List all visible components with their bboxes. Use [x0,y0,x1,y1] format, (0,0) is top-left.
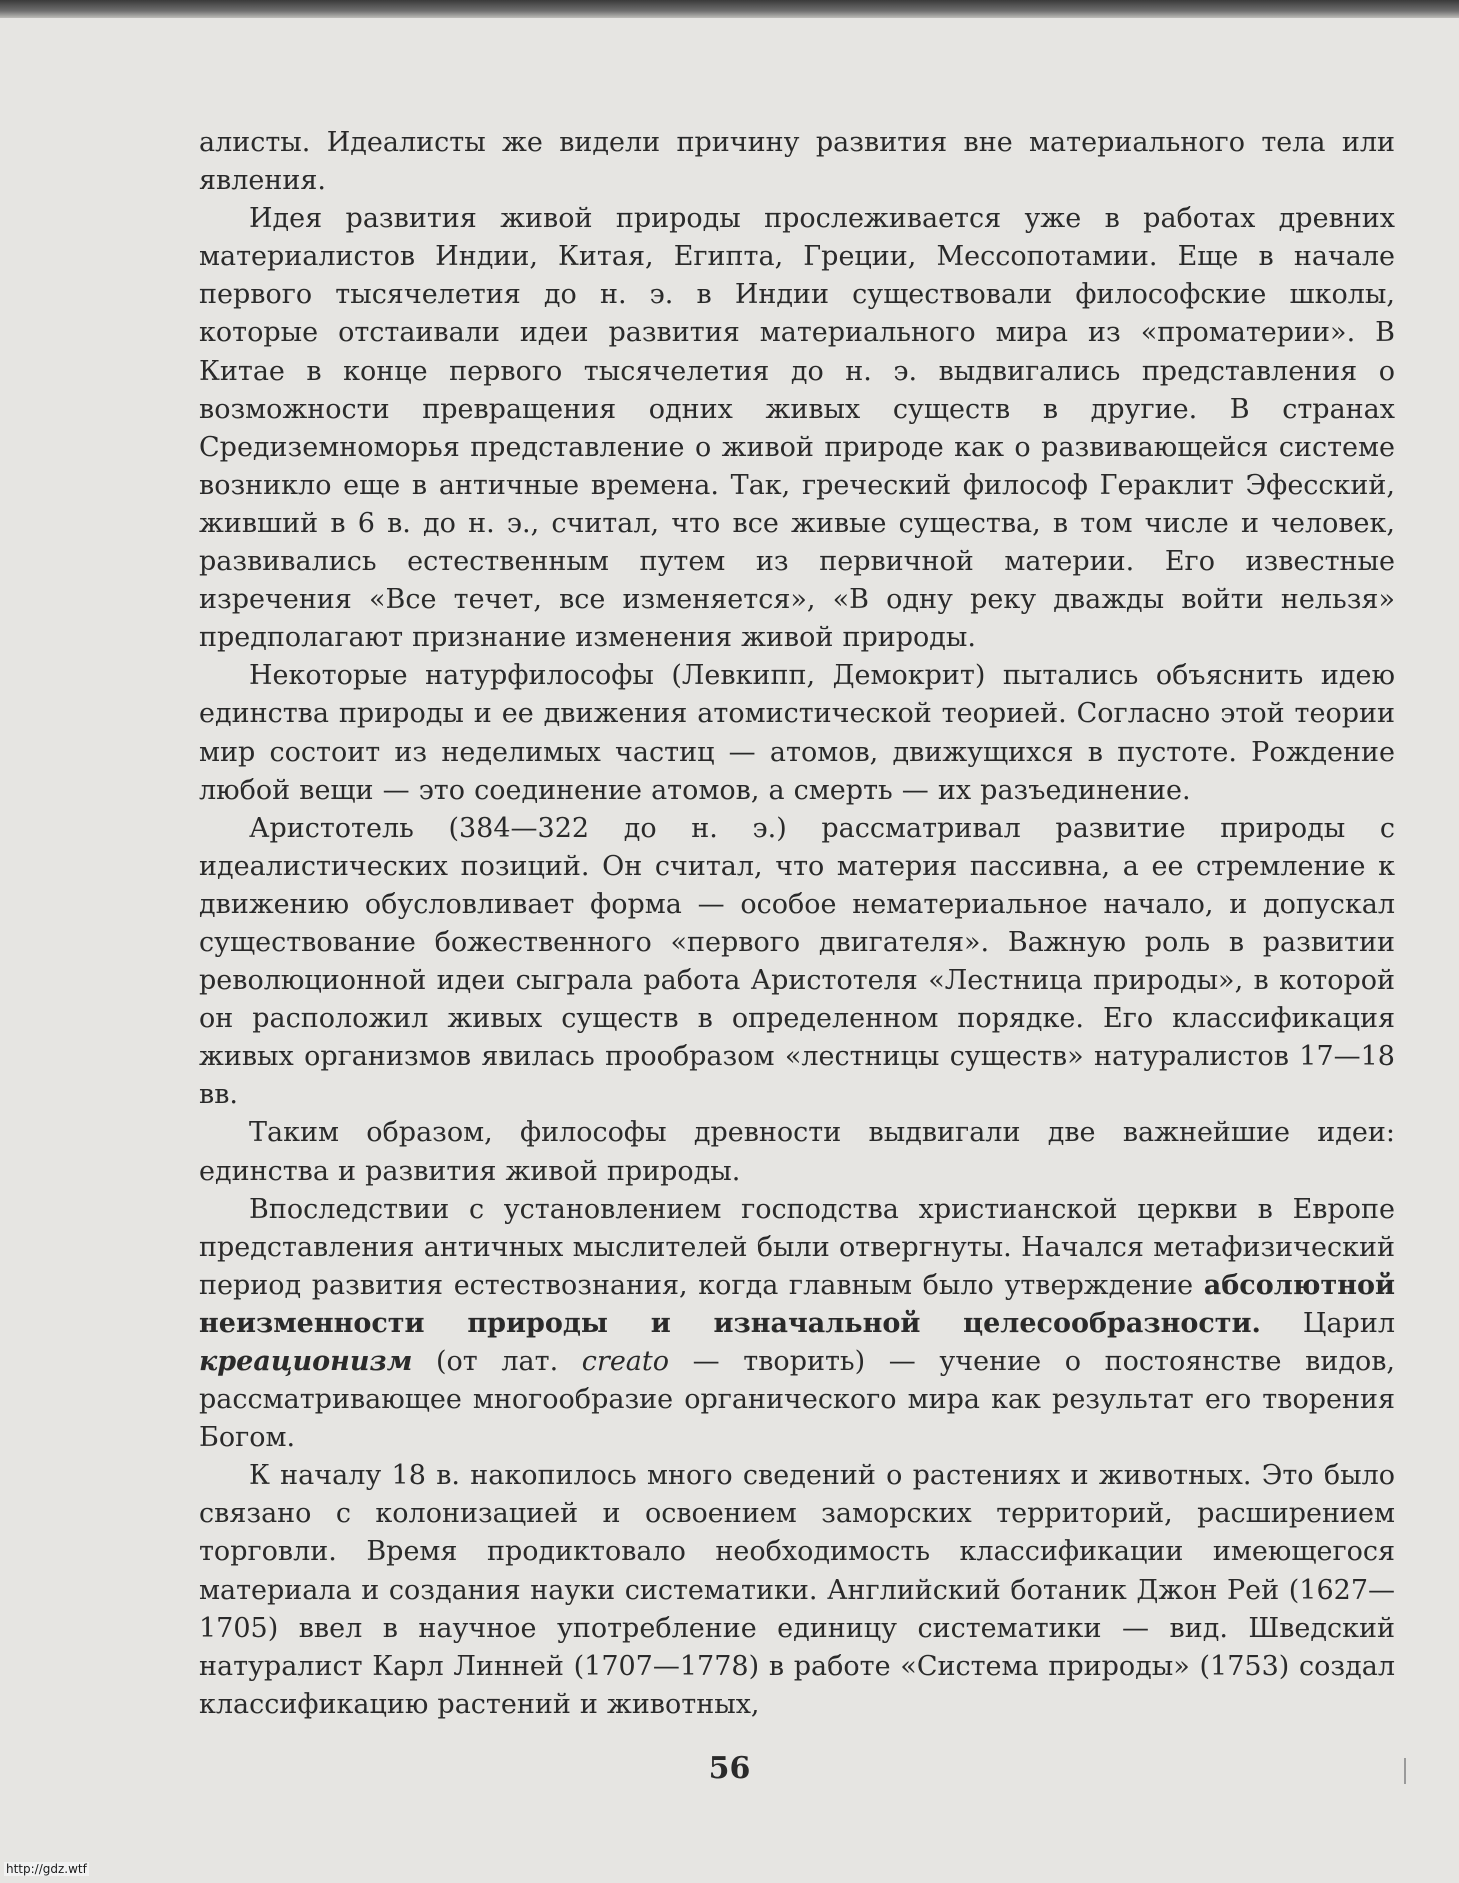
paragraph [199,1457,1395,1724]
paragraph [199,810,1395,1115]
text-run: (от лат. [412,1346,582,1377]
emphasis-text: абсолютной неизменности природы и изначальной целесообразности. [199,1269,1395,1339]
scan-top-edge [0,0,1459,18]
text-run: Царил [1260,1307,1395,1339]
page-number: 56 [708,1751,751,1786]
paragraph [199,1114,1395,1190]
paragraph [199,200,1395,657]
text-run: К началу 18 в. накопилось много сведений о растениях и животных. Это было связано с колонизацией и освоением заморских территорий, расширением торговли. Время продиктовало необходимость классификации имеющегося материала и создания науки систематики. Английский ботаник Джон Рей (1627—1705) ввел в научное употребление единицу систематики — вид. Шведский натуралист Карл Линней (1707—1778) в работе «Система природы» (1753) создал классификацию растений и животных, [199,1460,1395,1720]
scan-edge-mark [1404,1758,1406,1784]
text-run: — творить) — учение о постоянстве видов, рассматривающее многообразие органического мира как результат его творения Богом. [199,1346,1395,1454]
book-page [0,18,1459,1883]
text-run: Аристотель (384—322 до н. э.) рассматривал развитие природы с идеалистических позиций. Он считал, что материя пассивна, а ее стремление к движению обусловливает форма — особое нематериальное начало, и допускал существование божественного «первого двигателя». Важную роль в развитии революционной идеи сыграла работа Аристотеля «Лестница природы», в которой он расположил живых существ в определенном порядке. Его классификация живых организмов явилась прообразом «лестницы существ» натуралистов 17—18 вв. [199,812,1395,1111]
text-run: Идея развития живой природы прослеживается уже в работах древних материалистов Индии, Китая, Египта, Греции, Мессопотамии. Еще в начале первого тысячелетия до н. э. в Индии существовали философские школы, которые отстаивали идеи развития материального мира из «проматерии». В Китае в конце первого тысячелетия до н. э. выдвигались представления о возможности превращения одних живых существ в другие. В странах Средиземноморья представление о живой природе как о развивающейся системе возникло еще в античные времена. Так, греческий философ Гераклит Эфесский, живший в 6 в. до н. э., считал, что все живые существа, в том числе и человек, развивались естественным путем из первичной материи. Его известные изречения «Все течет, все изменяется», «В одну реку дважды войти нельзя» предполагают признание изменения живой природы. [199,203,1395,654]
body-text [199,124,1395,1724]
emphasis-text: креационизм [199,1346,413,1377]
paragraph [199,124,1395,200]
text-run: Таким образом, философы древности выдвигали две важнейшие идеи: единства и развития живой природы. [199,1117,1395,1187]
paragraph [199,657,1395,809]
text-run: алисты. Идеалисты же видели причину развития вне материального тела или явления. [199,127,1395,197]
text-run: Некоторые натурфилософы (Левкипп, Демокрит) пытались объяснить идею единства природы и ее движения атомистической теорией. Согласно этой теории мир состоит из неделимых частиц — атомов, движущихся в пустоте. Рождение любой вещи — это соединение атомов, а смерть — их разъединение. [199,660,1395,806]
emphasis-text: creato [581,1346,670,1377]
text-run: Впоследствии с установлением господства христианской церкви в Европе представления античных мыслителей были отвергнуты. Начался метафизический период развития естествознания, когда главным было утверждение [199,1193,1395,1301]
paragraph [199,1191,1395,1458]
site-watermark: http://gdz.wtf [6,1862,87,1876]
